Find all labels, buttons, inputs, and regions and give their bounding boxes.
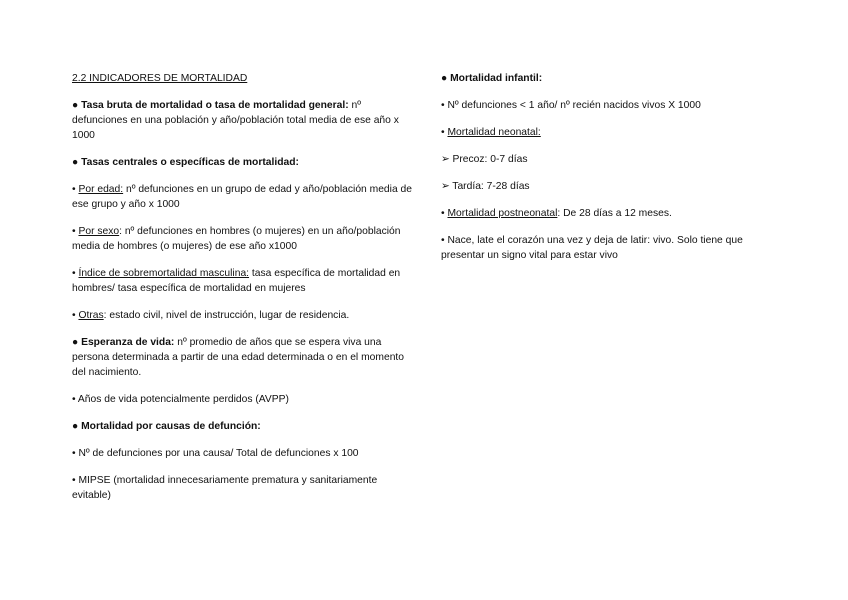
section-title: 2.2 INDICADORES DE MORTALIDAD [72,73,248,84]
otras-label: Otras [78,310,104,321]
nace-item: • Nace, late el corazón una vez y deja de latir: vivo. Solo tiene que presentar un signo vital para estar vivo [441,235,743,261]
neonatal-item [441,125,786,140]
esperanza-heading: ● Esperanza de vida: [72,337,175,348]
esperanza-paragraph [72,335,412,380]
por-sexo-label: Por sexo [78,226,120,237]
causas-formula: • Nº de defunciones por una causa/ Total de defunciones x 100 [72,448,359,459]
esperanza-text: nº promedio de años que se espera viva una persona determinada a partir de una edad determinada o en el momento del nacimiento. [72,337,405,378]
tasas-centrales-heading: ● Tasas centrales o específicas de mortalidad: [72,157,299,168]
tasa-bruta-heading: ● Tasa bruta de mortalidad o tasa de mortalidad general: [72,100,349,111]
por-edad-label: Por edad: [78,184,124,195]
causas-heading: ● Mortalidad por causas de defunción: [72,421,261,432]
bullet: • [72,184,79,195]
right-column [441,71,786,275]
neonatal-label: Mortalidad neonatal: [447,127,541,138]
bullet: • [72,226,79,237]
bullet: • [441,208,448,219]
sobremortalidad-label: Índice de sobremortalidad masculina: [78,268,250,279]
postneonatal-label: Mortalidad postneonatal [447,208,558,219]
avpp-item: • Años de vida potencialmente perdidos (AVPP) [72,394,289,405]
bullet: • [72,310,79,321]
tasa-bruta-text: nº defunciones en una población y año/población total media de ese año x 1000 [72,100,399,141]
mipse-item: • MIPSE (mortalidad innecesariamente prematura y sanitariamente evitable) [72,475,378,501]
sobremortalidad-text: tasa específica de mortalidad en hombres/ tasa específica de mortalidad en mujeres [72,268,401,294]
otras-text: : estado civil, nivel de instrucción, lugar de residencia. [103,310,350,321]
infantil-formula: • Nº defunciones < 1 año/ nº recién nacidos vivos X 1000 [441,100,701,111]
postneonatal-text: : De 28 días a 12 meses. [557,208,672,219]
por-sexo-text: : nº defunciones en hombres (o mujeres) en un año/población media de hombres (o mujeres) de ese año x1000 [72,226,401,252]
sobremortalidad-paragraph [72,266,412,296]
otras-paragraph [72,308,412,323]
bullet: • [441,127,448,138]
tasa-bruta-paragraph [72,98,412,143]
postneonatal-item [441,206,786,221]
tardia-item: ➢ Tardía: 7-28 días [441,181,530,192]
precoz-item: ➢ Precoz: 0-7 días [441,154,528,165]
por-edad-text: nº defunciones en un grupo de edad y año/población media de ese grupo y año x 1000 [72,184,412,210]
infantil-heading: ● Mortalidad infantil: [441,73,543,84]
por-sexo-paragraph [72,224,412,254]
bullet: • [72,268,79,279]
left-column [72,71,412,515]
por-edad-paragraph [72,182,412,212]
